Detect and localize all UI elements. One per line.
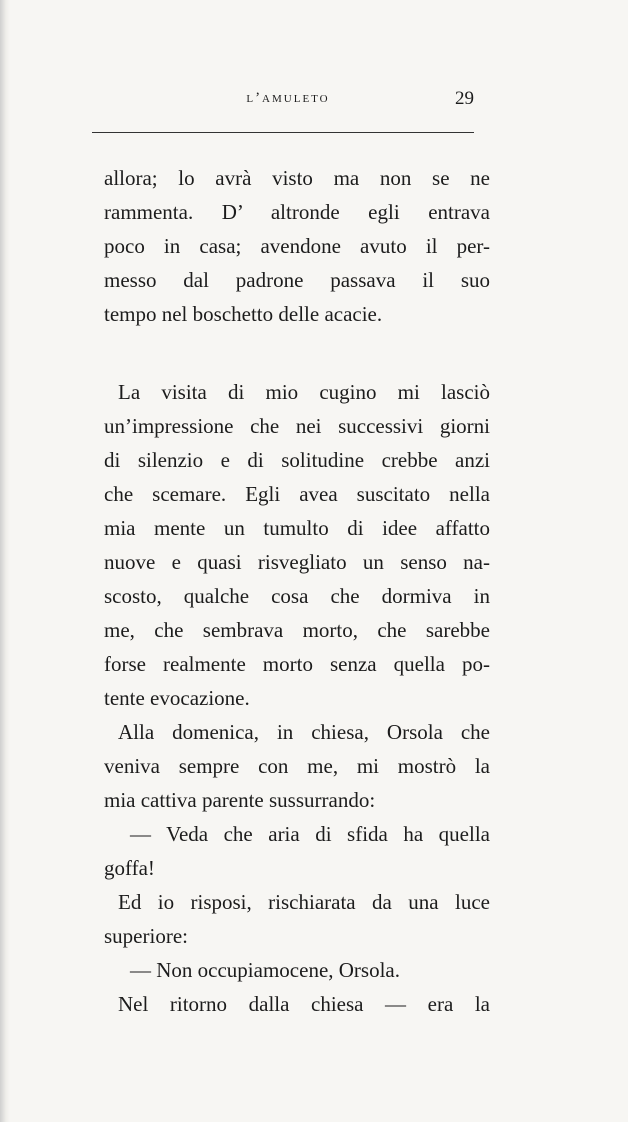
text-line: — Veda che aria di sfida ha quella	[130, 822, 490, 846]
text-line: allora; lo avrà visto ma non se ne	[104, 166, 490, 190]
text-line: rammenta. D’ altronde egli entrava	[104, 200, 490, 224]
text-line: forse realmente morto senza quella po-	[104, 652, 490, 676]
text-line: nuove e quasi risvegliato un senso na-	[104, 550, 490, 574]
page-number: 29	[455, 88, 474, 109]
text-line: Ed io risposi, rischiarata da una luce	[118, 890, 490, 914]
paragraph-gap	[104, 331, 490, 375]
text-line: veniva sempre con me, mi mostrò la	[104, 754, 490, 778]
header-rule	[92, 132, 474, 133]
text-line: tente evocazione.	[104, 686, 250, 710]
text-line: La visita di mio cugino mi lasciò	[118, 380, 490, 404]
text-line: scosto, qualche cosa che dormiva in	[104, 584, 490, 608]
text-line: mia cattiva parente sussurrando:	[104, 788, 376, 812]
running-head	[92, 90, 484, 114]
body-text	[104, 161, 490, 1021]
text-line: poco in casa; avendone avuto il per-	[104, 234, 490, 258]
text-line: messo dal padrone passava il suo	[104, 268, 490, 292]
text-line: un’impressione che nei successivi giorni	[104, 414, 490, 438]
text-line: goffa!	[104, 856, 155, 880]
text-line: Alla domenica, in chiesa, Orsola che	[118, 720, 490, 744]
text-line: Nel ritorno dalla chiesa — era la	[118, 992, 490, 1016]
text-line: — Non occupiamocene, Orsola.	[130, 958, 400, 982]
text-line: superiore:	[104, 924, 188, 948]
text-line: me, che sembrava morto, che sarebbe	[104, 618, 490, 642]
page-edge	[0, 0, 10, 1122]
text-line: mia mente un tumulto di idee affatto	[104, 516, 490, 540]
running-title: l’amuleto	[246, 90, 330, 106]
text-line: che scemare. Egli avea suscitato nella	[104, 482, 490, 506]
text-line: di silenzio e di solitudine crebbe anzi	[104, 448, 490, 472]
text-line: tempo nel boschetto delle acacie.	[104, 302, 383, 326]
